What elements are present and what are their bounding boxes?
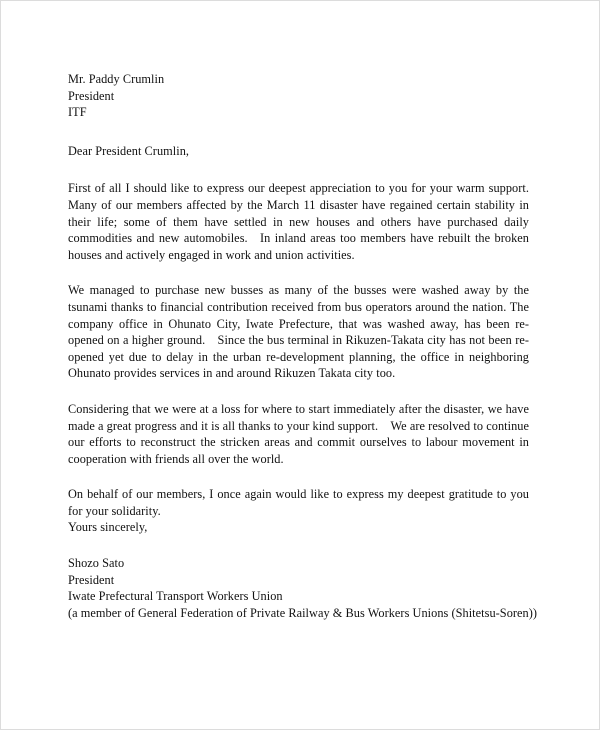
signer-organization: Iwate Prefectural Transport Workers Union xyxy=(68,589,283,604)
signer-affiliation: (a member of General Federation of Private Railway & Bus Workers Unions (Shitetsu-Soren)) xyxy=(68,605,538,620)
body-paragraph-1: First of all I should like to express our deepest appreciation to you for your warm support. Many of our members affected by the March 11 disaster have regained certain stability in their life; some of them have settled in new houses and others have purchased daily commodities and new automobiles. In inland areas too members have rebuilt the broken houses and actively engaged in work and union activities. xyxy=(68,181,529,262)
body-paragraph-3: Considering that we were at a loss for where to start immediately after the disaster, we have made a great progress and it is all thanks to your kind support. We are resolved to continue our efforts to reconstruct the stricken areas and commit ourselves to labour movement in cooperation with friends all over the world. xyxy=(68,401,529,466)
closing-salutation: Yours sincerely, xyxy=(68,520,148,535)
recipient-title: President xyxy=(68,88,115,103)
body-paragraph-2: We managed to purchase new busses as many of the busses were washed away by the tsunami thanks to financial contribution received from bus operators around the nation. The company office in Ohunato City, Iwate Prefecture, that was washed away, has been re-opened on a higher ground. Since the bus terminal in Rikuzen-Takata city has not been re-opened yet due to delay in the urban re-development planning, the office in neighboring Ohunato provides services in and around Rikuzen Takata city too. xyxy=(68,283,529,381)
recipient-organization: ITF xyxy=(68,105,87,120)
signer-title: President xyxy=(68,572,115,587)
signature-block xyxy=(68,555,538,621)
salutation: Dear President Crumlin, xyxy=(68,143,190,158)
body-paragraph-4: On behalf of our members, I once again would like to express my deepest gratitude to you for your solidarity. xyxy=(68,487,529,518)
letter-body xyxy=(68,71,538,621)
signer-name: Shozo Sato xyxy=(68,556,125,571)
recipient-name: Mr. Paddy Crumlin xyxy=(68,72,165,86)
recipient-address-block xyxy=(68,71,529,121)
